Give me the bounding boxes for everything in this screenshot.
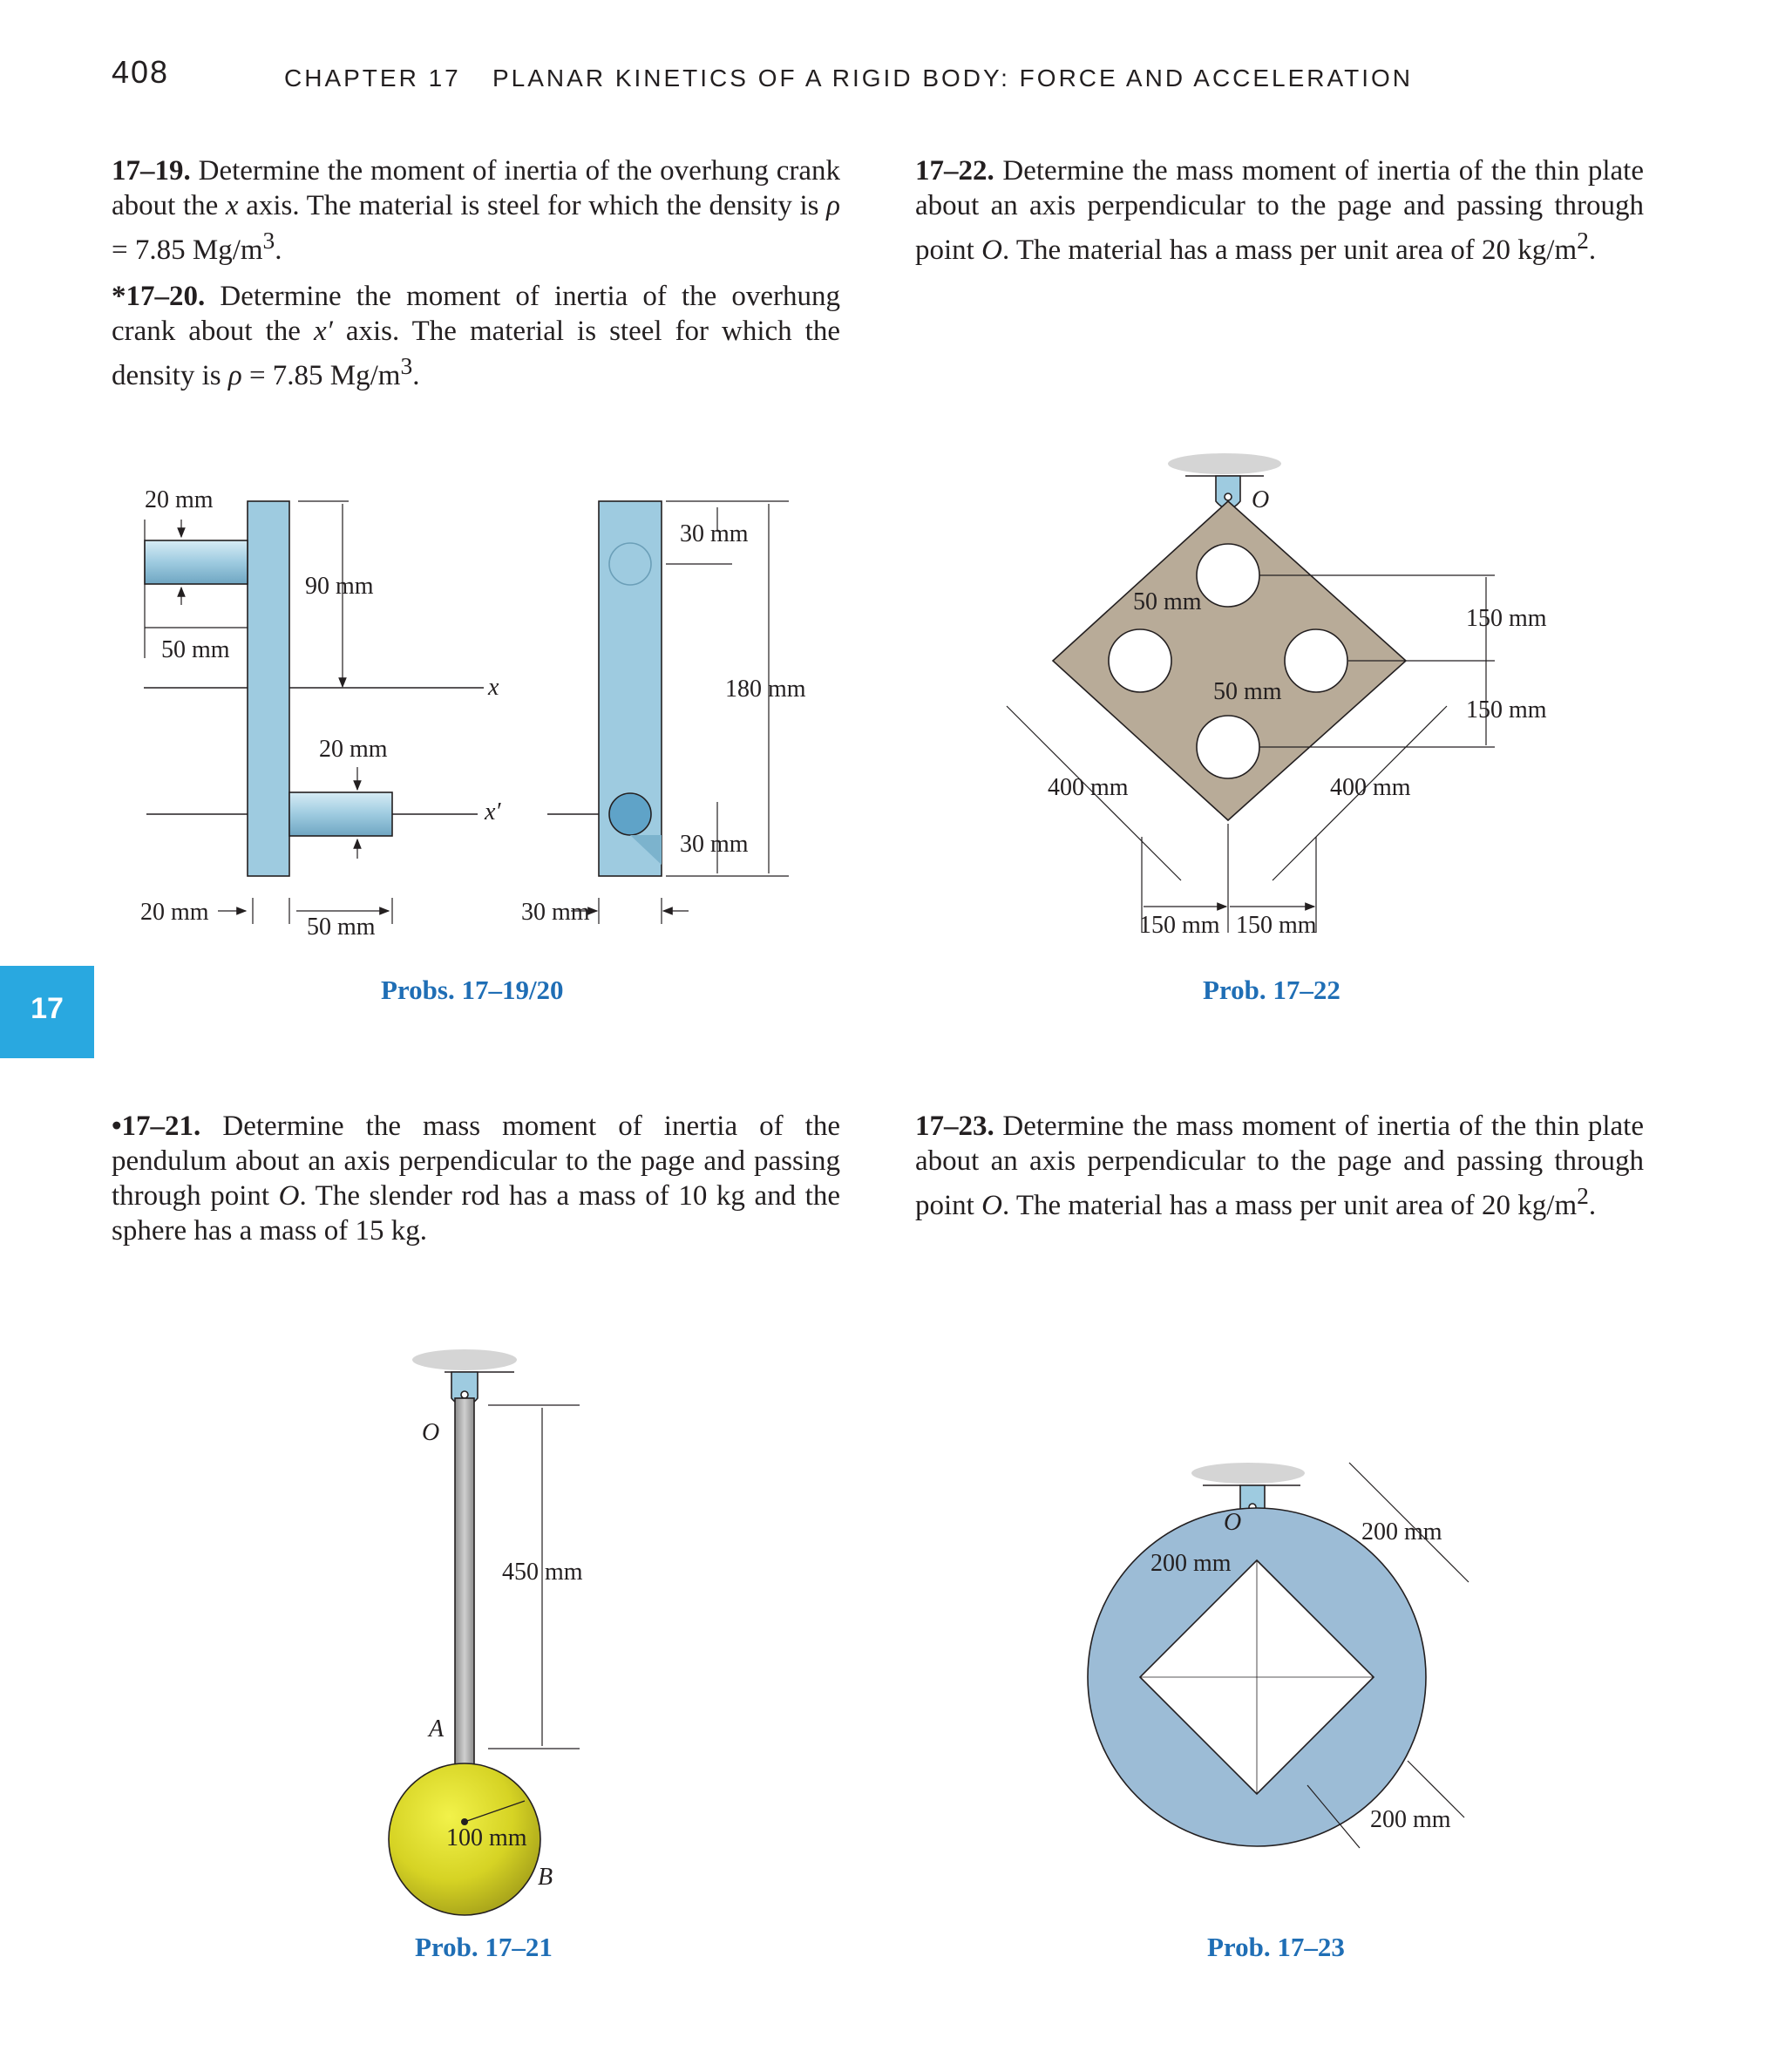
point-symbol: O [981, 1190, 1002, 1221]
superscript: 2 [1577, 1182, 1589, 1209]
problem-number: *17–20. [112, 281, 206, 312]
problem-text: Determine the moment of inertia of the overhung crank about the [112, 155, 840, 221]
crank-pin [289, 792, 392, 836]
point-B-label: B [538, 1864, 553, 1891]
problem-text: Determine the mass moment of inertia of the thin plate about an axis perpendicular to the page and passing through point [915, 155, 1644, 266]
dim-30mm-top: 30 mm [680, 520, 749, 547]
ceiling-support [412, 1349, 517, 1370]
dim-30mm-bottom: 30 mm [521, 899, 590, 926]
dim-180mm: 180 mm [725, 676, 806, 703]
superscript: 3 [262, 227, 275, 254]
problem-text: . [1588, 234, 1597, 266]
caption-prob-17-23: Prob. 17–23 [1207, 1932, 1345, 1962]
ceiling-support [1191, 1463, 1305, 1484]
hole-top [1197, 544, 1259, 607]
hole-left [1109, 629, 1171, 692]
point-O-label: O [1252, 486, 1270, 513]
problem-text: Determine the mass moment of inertia of the thin plate about an axis perpendicular to the page and passing through point [915, 1111, 1644, 1221]
dim-50mm-b: 50 mm [1213, 678, 1282, 705]
dim-200mm-b: 200 mm [1150, 1550, 1232, 1577]
dim-50mm-a: 50 mm [1133, 588, 1202, 615]
crank-arm [248, 501, 289, 876]
point-symbol: O [981, 234, 1002, 266]
problem-text: Determine the mass moment of inertia of the pendulum about an axis perpendicular to the page and passing through point [112, 1111, 840, 1212]
problem-text: = 7.85 Mg/m [241, 360, 401, 391]
dim-20mm-top: 20 mm [145, 486, 214, 513]
superscript: 3 [400, 352, 413, 379]
problem-number: •17–21. [112, 1111, 201, 1142]
dim-150mm-c: 150 mm [1139, 912, 1220, 939]
problem-text: . [1588, 1190, 1597, 1221]
pin-end [609, 793, 651, 835]
dim-20mm-mid: 20 mm [319, 736, 388, 763]
point-A-label: A [429, 1715, 445, 1743]
point-symbol: O [278, 1180, 300, 1212]
x-axis-label: x [488, 674, 499, 701]
point-O-label: O [422, 1419, 440, 1446]
caption-prob-17-22: Prob. 17–22 [1203, 975, 1340, 1005]
point-O-label: O [1224, 1509, 1242, 1536]
problem-text: . The slender rod has a mass of 10 kg and the sphere has a mass of 15 kg. [112, 1180, 840, 1247]
axis-symbol: x′ [313, 316, 333, 347]
problem-text: = 7.85 Mg/m [112, 234, 263, 266]
caption-prob-17-21: Prob. 17–21 [415, 1932, 553, 1962]
rho-symbol: ρ [826, 190, 840, 221]
page-number: 408 [112, 54, 170, 90]
dim-50mm-bottom: 50 mm [307, 914, 376, 941]
problem-text: . The material has a mass per unit area of 20 kg/m [1001, 1190, 1578, 1221]
problem-text: . The material has a mass per unit area of 20 kg/m [1001, 234, 1578, 266]
crank-figure [144, 501, 789, 924]
dim-400mm-right: 400 mm [1330, 774, 1411, 801]
hole-bottom [1197, 716, 1259, 778]
dim-450mm: 450 mm [502, 1559, 583, 1586]
dim-200mm-a: 200 mm [1361, 1518, 1442, 1546]
dim-50mm-left: 50 mm [161, 636, 230, 663]
caption-probs-17-19-20: Probs. 17–19/20 [381, 975, 564, 1005]
axis-symbol: x [225, 190, 239, 221]
chapter-tab-label: 17 [31, 992, 64, 1025]
chapter-label: CHAPTER 17 [284, 65, 461, 92]
superscript: 2 [1577, 227, 1589, 254]
problem-number: 17–23. [915, 1111, 994, 1142]
x-prime-axis-label: x′ [485, 798, 501, 825]
dim-100mm: 100 mm [446, 1824, 527, 1851]
dim-150mm-b: 150 mm [1466, 696, 1547, 724]
problem-text: . [275, 234, 282, 266]
problem-text: axis. The material is steel for which the density is [112, 316, 840, 391]
problem-text: Determine the moment of inertia of the overhung crank about the [112, 281, 840, 347]
running-title: PLANAR KINETICS OF A RIGID BODY: FORCE AND ACCELERATION [492, 65, 1414, 92]
problem-number: 17–19. [112, 155, 191, 187]
dim-150mm-d: 150 mm [1236, 912, 1317, 939]
dim-30mm-lower: 30 mm [680, 831, 749, 858]
dim-20mm-bottom: 20 mm [140, 899, 209, 926]
ceiling-support [1168, 453, 1281, 474]
dim-400mm-left: 400 mm [1048, 774, 1129, 801]
dim-90mm: 90 mm [305, 573, 374, 600]
problem-number: 17–22. [915, 155, 994, 187]
hole-right [1285, 629, 1347, 692]
dim-150mm-a: 150 mm [1466, 605, 1547, 632]
dim-200mm-c: 200 mm [1370, 1806, 1451, 1833]
rho-symbol: ρ [227, 360, 242, 391]
problem-text: . [412, 360, 420, 391]
upper-shaft [145, 540, 248, 584]
slender-rod [455, 1398, 474, 1764]
problem-text: axis. The material is steel for which the density is [238, 190, 827, 221]
